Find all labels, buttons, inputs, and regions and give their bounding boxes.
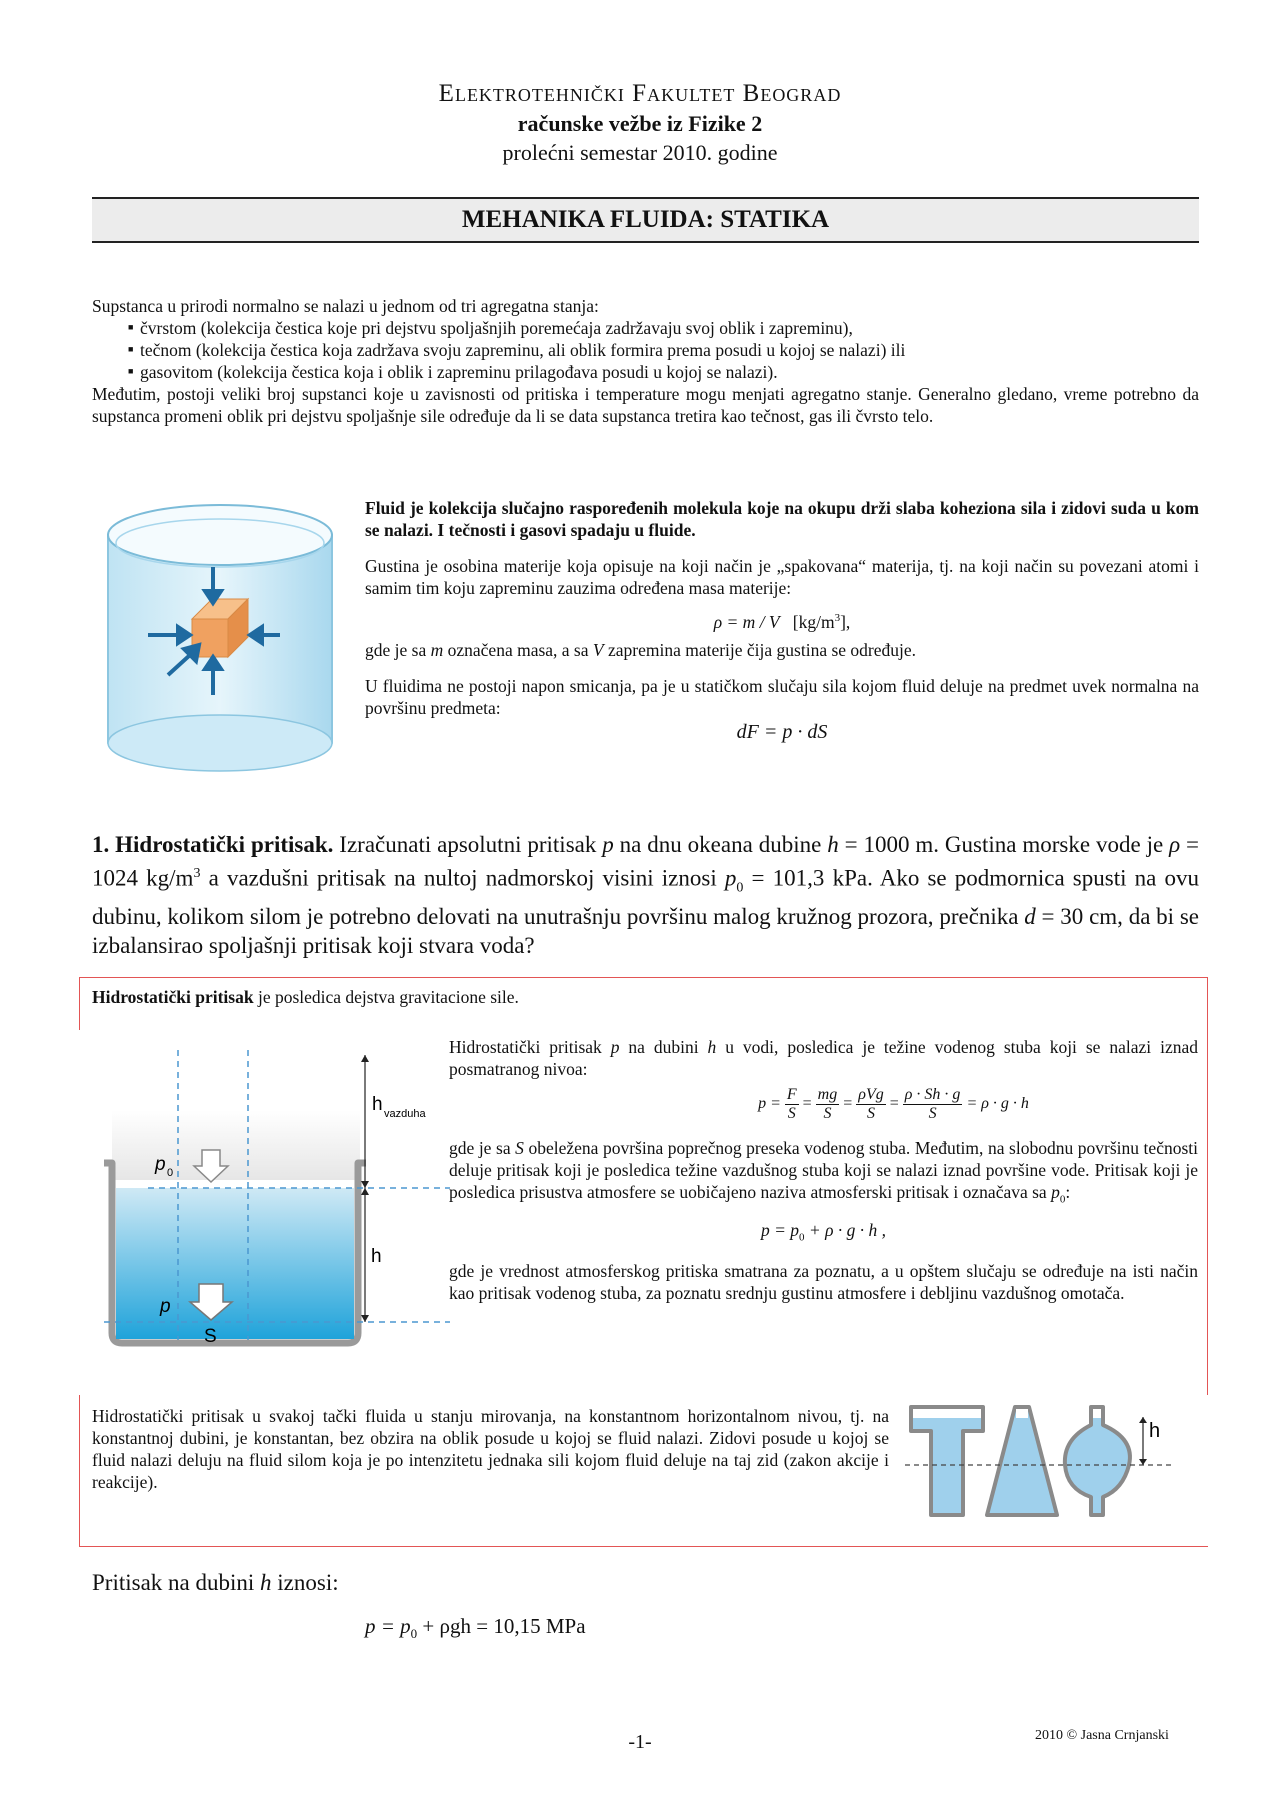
density-formula-lhs: ρ = m / V <box>713 611 780 632</box>
faculty-header <box>0 80 1280 108</box>
fluid-section <box>365 497 1199 743</box>
sub: 0 <box>410 1626 418 1642</box>
box-para-2 <box>449 1137 1198 1211</box>
density-formula <box>365 607 1199 633</box>
text-span: Pritisak na dubini <box>92 1570 261 1595</box>
frac-den: S <box>787 1105 796 1122</box>
beaker-cube-figure <box>100 495 340 795</box>
frac-mg-s <box>816 1086 840 1123</box>
text-span: Hidrostatički pritisak <box>449 1037 611 1057</box>
var-m: m <box>430 639 444 660</box>
sup: 3 <box>193 866 201 881</box>
list-item: ■ gasovitom (kolekcija čestica koja i oblik i zapreminu prilagođava posudi u kojoj se nalazi). <box>92 361 1199 383</box>
formula-absolute-pressure <box>449 1219 1198 1249</box>
formula-part: p = p <box>365 1614 411 1638</box>
formula-lhs: p = <box>758 1095 781 1113</box>
problem-label: 1. Hidrostatički pritisak. <box>92 832 334 857</box>
hydrostatic-box-bottom <box>80 1546 1208 1548</box>
sub: 0 <box>736 880 744 896</box>
text-span: u vodi, posledica je težine vodenog stuba koji se nalazi iznad posmatranog nivoa: <box>449 1037 1198 1079</box>
list-item: ■ čvrstom (kolekcija čestica koje pri dejstvu spoljašnjih poremećaja zadržavaju svoj oblik i zapreminu), <box>92 317 1199 339</box>
label-h-vazduha: h <box>372 1094 383 1115</box>
label-vessels-h: h <box>1149 1420 1161 1442</box>
frac-num: mg <box>817 1086 838 1103</box>
hydrostatic-box-right <box>1207 977 1208 1395</box>
course-line: računske vežbe iz Fizike 2 <box>517 111 763 136</box>
var-h: h <box>827 832 839 857</box>
text-span: a vazdušni pritisak na nultoj nadmorskoj visini iznosi <box>200 865 725 891</box>
list-item: ■ tečnom (kolekcija čestica koja zadržava svoju zapreminu, ali oblik formira prema posudi u kojoj se nalazi) ili <box>92 339 1199 361</box>
text-span: = 1000 m. Gustina morske vode je <box>838 832 1170 857</box>
frac-rhovg-s <box>856 1086 885 1123</box>
frac-den: S <box>823 1105 832 1122</box>
frac-f-s <box>785 1086 799 1123</box>
frac-den: S <box>928 1105 937 1122</box>
text-span: zapremina materije čija gustina se određuje. <box>603 639 917 660</box>
box-para-1 <box>449 1036 1198 1080</box>
intro-paragraph: Međutim, postoji veliki broj supstanci koje u zavisnosti od pritiska i temperature mogu menjati agregatno stanje. Generalno gledano, vreme potrebno da supstanca promeni oblik pri dejstvu spoljašnje sile određuje da li se data supstanca tretira kao tečnost, gas ili čvrsto telo. <box>92 384 1199 426</box>
frac-num: F <box>786 1086 797 1103</box>
frac-num: ρ · Sh · g <box>904 1086 961 1103</box>
faculty-name: Elektrotehnički Fakultet Beograd <box>438 80 842 107</box>
vessels-figure <box>905 1403 1175 1523</box>
formula-pressure-chain: p = $\frac{F}{S}$ = $\frac{mg}{S}$ = $\frac{\text{ρVg}}{S}$ = $\frac{\rho \cdot Sh \cdot g}{S}$ = ρ · g · h <box>758 1086 1029 1122</box>
var-h: h <box>260 1570 272 1595</box>
text-span: = 30 cm, da bi se izbalansirao spoljašnji pritisak koji stvara voda? <box>92 904 1200 959</box>
label-h: h <box>371 1246 382 1267</box>
var-p0: p <box>1051 1182 1060 1202</box>
water-column-diagram <box>90 1050 450 1390</box>
var-h: h <box>707 1037 717 1057</box>
text-span: na dnu okeana dubine <box>613 832 828 857</box>
label-S: S <box>204 1326 217 1347</box>
frac-num: ρVg <box>858 1086 884 1103</box>
text-span: : <box>1065 1182 1071 1202</box>
text-span: iznosi: <box>271 1570 339 1595</box>
title-bar <box>92 197 1199 243</box>
copyright: 2010 © Jasna Crnjanski <box>1035 1728 1169 1743</box>
text-span: na dubini <box>619 1037 708 1057</box>
var-rho: ρ <box>1169 832 1181 857</box>
frac-den: S <box>866 1105 875 1122</box>
var-p0: p <box>724 865 737 891</box>
page-title: MEHANIKA FLUIDA: STATIKA <box>461 206 830 233</box>
box-heading-rest: je posledica dejstva gravitacione sile. <box>253 987 519 1007</box>
box-heading-bold: Hidrostatički pritisak <box>92 987 254 1007</box>
answer-formula <box>365 1614 586 1642</box>
label-h-vazduha-sub: vazduha <box>384 1108 426 1120</box>
text-span: = 1024 kg/m <box>92 832 1199 891</box>
text-span: gde je sa <box>365 639 431 660</box>
var-V: V <box>592 639 604 660</box>
shear-formula-text: dF = p · dS <box>736 720 828 743</box>
fluid-definition: Fluid je kolekcija slučajno raspoređenih molekula koje na okupu drži slaba koheziona sila i zidovi suda u kom se nalazi. I tečnosti i gasovi spadaju u fluide. <box>365 498 1199 540</box>
density-text: Gustina je osobina materije koja opisuje na koji način je „spakovana“ materija, tj. na koji način su povezani atomi i samim tim koju zapreminu zauzima određena masa materije: <box>365 556 1199 598</box>
problem-1 <box>92 830 1199 960</box>
label-p0-sub: 0 <box>167 1167 174 1179</box>
var-p: p <box>602 832 614 857</box>
page-number: -1- <box>628 1731 652 1753</box>
shear-formula <box>365 721 1199 743</box>
intro-section <box>92 295 1199 427</box>
text-span: gde je sa <box>449 1138 516 1158</box>
shear-text: U fluidima ne postoji napon smicanja, pa je u statičkom slučaju sila kojom fluid deluje na predmet uvek normalna na površinu predmeta: <box>365 675 1199 718</box>
density-unit: [kg/m <box>792 611 835 632</box>
label-p0: p <box>155 1154 166 1175</box>
var-d: d <box>1024 904 1036 930</box>
frac-rhoshg-s <box>903 1086 963 1123</box>
hydrostatic-box-top <box>80 977 1208 979</box>
intro-lead: Supstanca u prirodi normalno se nalazi u jednom od tri agregatna stanja: <box>92 296 599 316</box>
hydrostatic-box-left-top <box>79 977 80 1030</box>
label-p: p <box>160 1296 171 1317</box>
box-right-text <box>449 1036 1198 1304</box>
hydrostatic-box-left-bottom <box>79 1395 80 1547</box>
box-para-4: Hidrostatički pritisak u svakoj tački fluida u stanju mirovanja, na konstantnom horizontalnom nivou, tj. na konstantnoj dubini, je konstantan, bez obzira na oblik posude u kojoj se fluid nalazi. Zidovi posude u kojoj se fluid nalazi deluju na fluid silom koja je po intenzitetu jednaka sili kojom fluid deluje na taj zid (zakon akcije i reakcije). <box>92 1406 889 1492</box>
density-unit-sup: 3 <box>834 612 841 624</box>
text-span: obeležena površina poprečnog preseka vodenog stuba. Međutim, na slobodnu površinu tečnosti deluje pritisak koji je posledica težine vazdušnog stuba koji se nalazi iznad površine vode. Pritisak koji je posledica prisustva atmosfere se uobičajeno naziva atmosferski pritisak i označava sa <box>449 1138 1198 1202</box>
text-span: Izračunati apsolutni pritisak <box>333 832 603 857</box>
formula-part: + ρgh = 10,15 MPa <box>417 1614 586 1638</box>
sub: 0 <box>799 1231 805 1243</box>
text-span: označena masa, a sa <box>443 639 593 660</box>
density-explanation <box>365 639 1199 661</box>
answer-text <box>92 1568 339 1597</box>
var-S: S <box>515 1138 524 1158</box>
formula-part: + ρ · g · h , <box>804 1219 887 1240</box>
semester-line: prolećni semestar 2010. godine <box>502 140 778 165</box>
density-unit-end: ], <box>840 611 851 632</box>
formula-rhs: = ρ · g · h <box>966 1095 1029 1113</box>
formula-part: p = p <box>760 1219 800 1240</box>
sub: 0 <box>1059 1193 1066 1206</box>
var-p: p <box>610 1037 620 1057</box>
states-list <box>92 317 1199 383</box>
box-heading <box>92 986 519 1008</box>
box-para-3: gde je vrednost atmosferskog pritiska smatrana za poznatu, a u opštem slučaju se određuje na isti način kao pritisak vodenog stuba, za poznatu srednju gustinu atmosfere i debljinu vazdušnog omotača. <box>449 1261 1198 1303</box>
text-span: = 101,3 kPa. Ako se podmornica spusti na ovu dubinu, kolikom silom je potrebno delovati na unutrašnju površinu malog kružnog prozora, prečnika <box>92 865 1200 930</box>
